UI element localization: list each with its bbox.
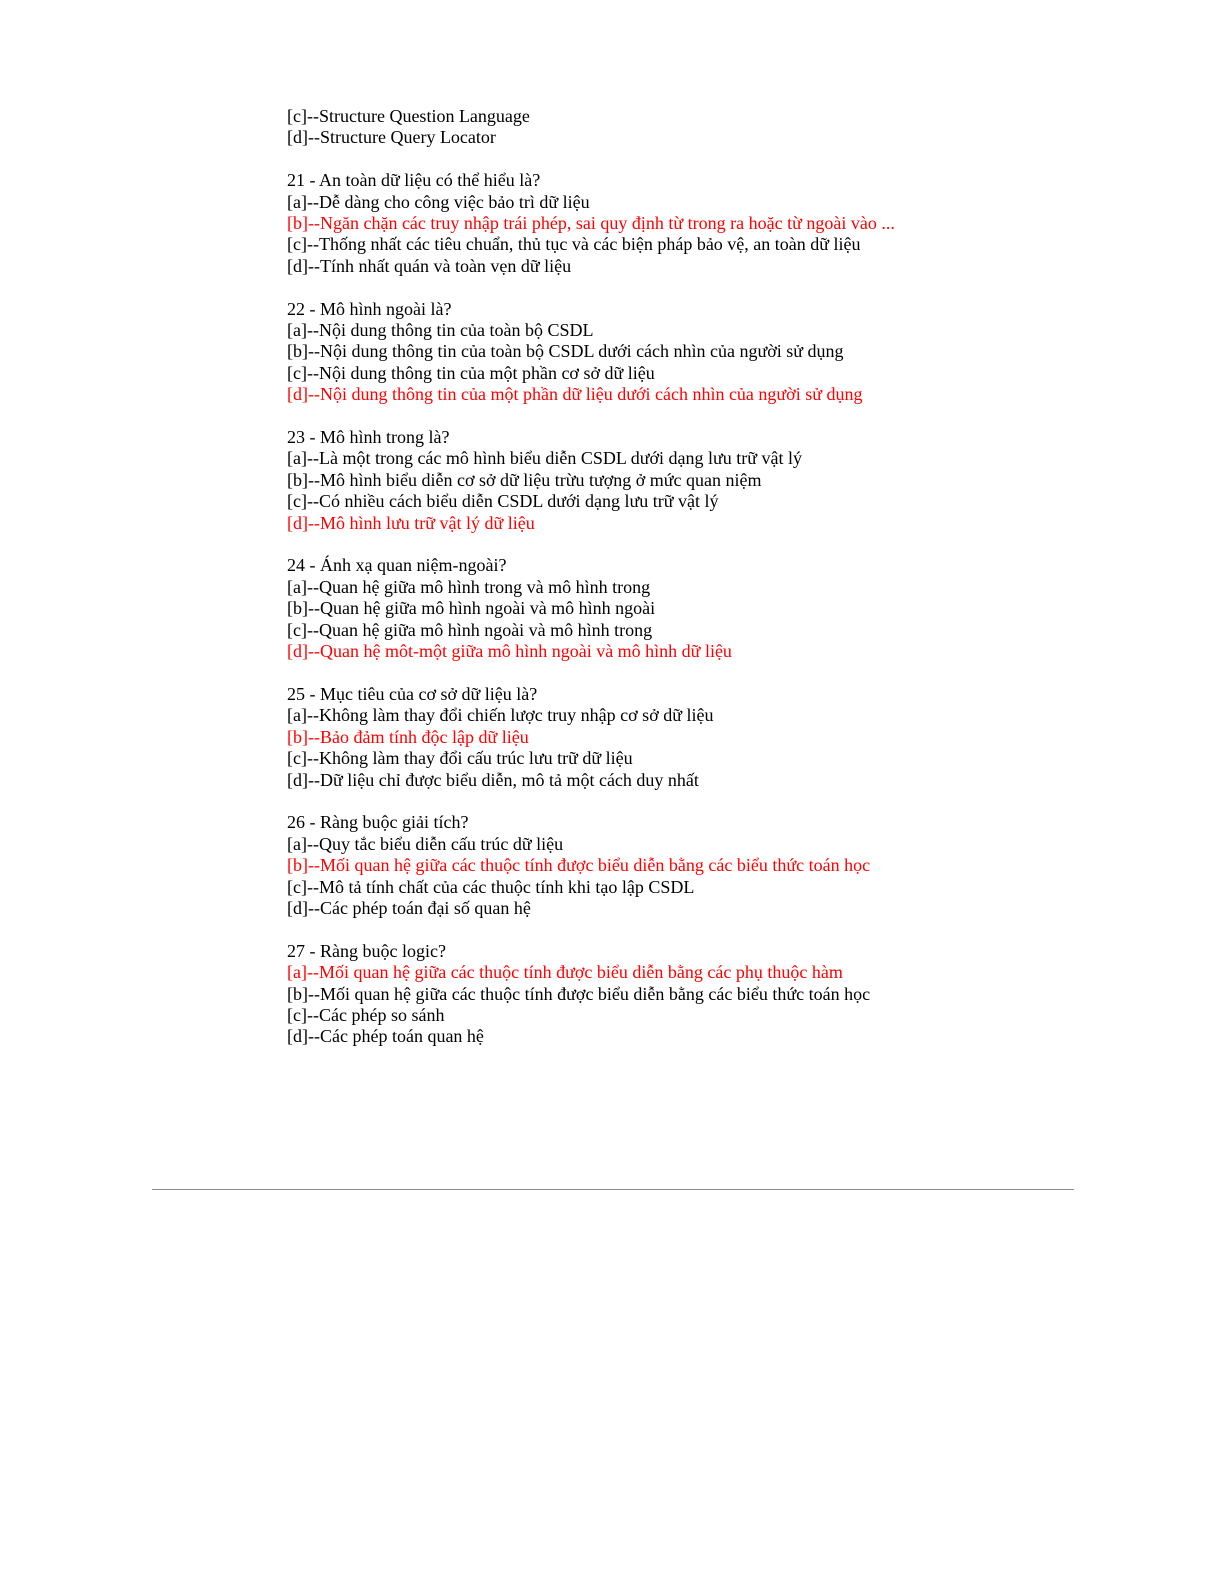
answer-option: [d]--Structure Query Locator (287, 127, 496, 148)
answer-option-correct: [b]--Mối quan hệ giữa các thuộc tính được biểu diễn bằng các biểu thức toán học (287, 855, 871, 876)
question-text: 23 - Mô hình trong là? (287, 427, 450, 448)
answer-option: [c]--Không làm thay đổi cấu trúc lưu trữ dữ liệu (287, 748, 633, 769)
question-text: 24 - Ánh xạ quan niệm-ngoài? (287, 555, 507, 576)
question-block (287, 684, 1187, 791)
answer-option: [d]--Tính nhất quán và toàn vẹn dữ liệu (287, 255, 572, 276)
answer-option: [c]--Mô tả tính chất của các thuộc tính khi tạo lập CSDL (287, 876, 695, 897)
answer-option-correct: [b]--Bảo đảm tính độc lập dữ liệu (287, 726, 529, 747)
question-block (287, 941, 1187, 1048)
answer-option: [a]--Quan hệ giữa mô hình trong và mô hình trong (287, 576, 651, 597)
answer-option: [b]--Mô hình biểu diễn cơ sở dữ liệu trừu tượng ở mức quan niệm (287, 469, 762, 490)
answer-option: [c]--Nội dung thông tin của một phần cơ sở dữ liệu (287, 362, 655, 383)
answer-option: [c]--Có nhiều cách biểu diễn CSDL dưới dạng lưu trữ vật lý (287, 491, 719, 512)
question-block (287, 299, 1187, 406)
answer-option: [c]--Structure Question Language (287, 106, 530, 126)
answer-option-correct: [b]--Ngăn chặn các truy nhập trái phép, sai quy định từ trong ra hoặc từ ngoài vào ... (287, 213, 895, 234)
question-text: 26 - Ràng buộc giải tích? (287, 812, 469, 833)
answer-option-correct: [d]--Quan hệ môt-một giữa mô hình ngoài và mô hình dữ liệu (287, 641, 732, 662)
answer-option: [c]--Quan hệ giữa mô hình ngoài và mô hình trong (287, 619, 653, 640)
question-block (287, 812, 1187, 919)
answer-option-correct: [a]--Mối quan hệ giữa các thuộc tính được biểu diễn bằng các phụ thuộc hàm (287, 962, 843, 983)
answer-option: [b]--Quan hệ giữa mô hình ngoài và mô hình ngoài (287, 598, 656, 619)
answer-option: [a]--Không làm thay đổi chiến lược truy nhập cơ sở dữ liệu (287, 705, 714, 726)
document-body (287, 106, 1187, 1048)
question-text: 25 - Mục tiêu của cơ sở dữ liệu là? (287, 683, 538, 704)
page-divider (152, 1189, 1074, 1190)
answer-option: [a]--Là một trong các mô hình biểu diễn CSDL dưới dạng lưu trữ vật lý (287, 448, 803, 469)
answer-option: [a]--Quy tắc biểu diễn cấu trúc dữ liệu (287, 833, 564, 854)
question-text: 27 - Ràng buộc logic? (287, 940, 446, 961)
answer-option: [a]--Dễ dàng cho công việc bảo trì dữ liệu (287, 191, 590, 212)
answer-option: [c]--Thống nhất các tiêu chuẩn, thủ tục và các biện pháp bảo vệ, an toàn dữ liệu (287, 234, 861, 255)
answer-option: [b]--Mối quan hệ giữa các thuộc tính được biểu diễn bằng các biểu thức toán học (287, 983, 871, 1004)
question-text: 22 - Mô hình ngoài là? (287, 298, 452, 319)
question-block (287, 555, 1187, 662)
answer-option-correct: [d]--Mô hình lưu trữ vật lý dữ liệu (287, 512, 535, 533)
answer-option: [a]--Nội dung thông tin của toàn bộ CSDL (287, 320, 594, 341)
question-block (287, 427, 1187, 534)
question-text: 21 - An toàn dữ liệu có thể hiểu là? (287, 170, 541, 191)
question-block (287, 170, 1187, 277)
answer-option: [c]--Các phép so sánh (287, 1004, 445, 1025)
answer-option: [d]--Các phép toán đại số quan hệ (287, 897, 531, 918)
answer-option: [d]--Dữ liệu chỉ được biểu diễn, mô tả một cách duy nhất (287, 769, 699, 790)
answer-option-correct: [d]--Nội dung thông tin của một phần dữ liệu dưới cách nhìn của người sử dụng (287, 384, 863, 405)
answer-option: [d]--Các phép toán quan hệ (287, 1026, 484, 1047)
answer-option: [b]--Nội dung thông tin của toàn bộ CSDL dưới cách nhìn của người sử dụng (287, 341, 844, 362)
question-block (287, 106, 1187, 149)
